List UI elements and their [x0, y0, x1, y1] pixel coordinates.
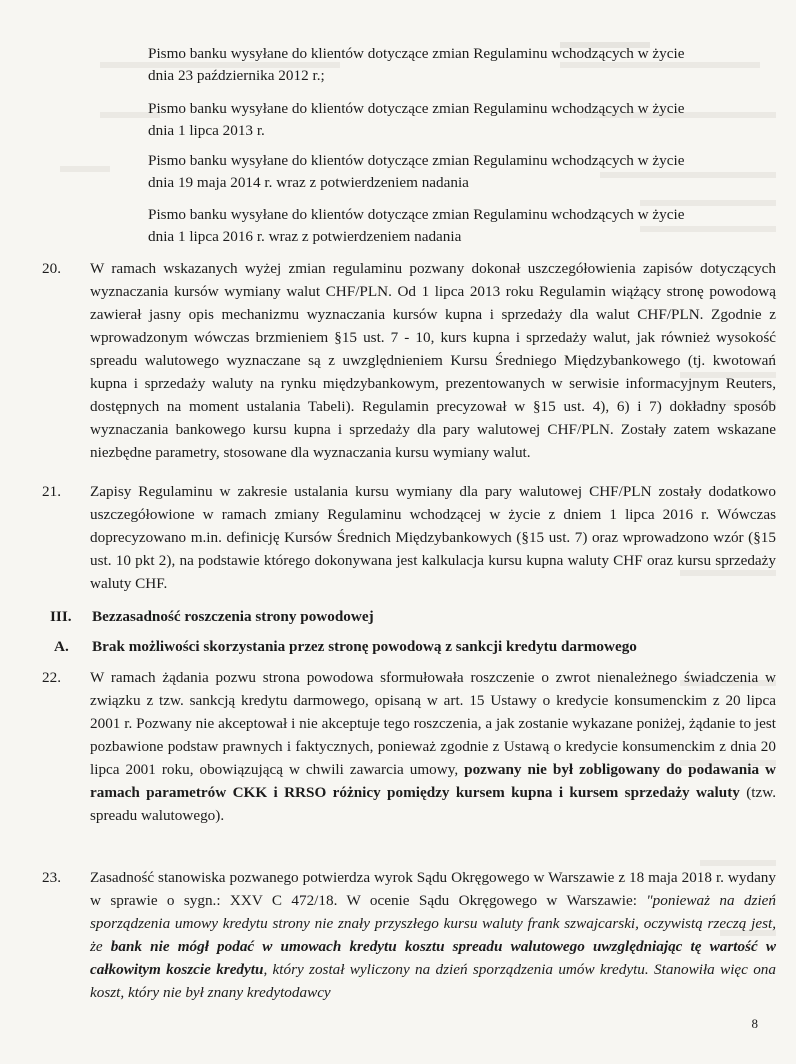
subsection-heading: Brak możliwości skorzystania przez stronę powodową z sankcji kredytu darmowego — [92, 638, 637, 655]
paragraph-number: 23. — [42, 869, 61, 886]
quote-text: , który został wyliczony na dzień sporządzenia umów kredytu. Stanowiła więc ona koszt, który nie był znany kredytodawcy — [90, 961, 776, 1001]
letter-line: dnia 19 maja 2014 r. wraz z potwierdzeniem nadania — [148, 174, 469, 191]
paragraph-number: 20. — [42, 260, 61, 277]
letter-line: Pismo banku wysyłane do klientów dotyczące zmian Regulaminu wchodzących w życie — [148, 152, 685, 169]
section-number: III. — [50, 608, 72, 625]
letter-line: dnia 1 lipca 2016 r. wraz z potwierdzeniem nadania — [148, 228, 462, 245]
paragraph-text: Zasadność stanowiska pozwanego potwierdza wyrok Sądu Okręgowego w Warszawie z 18 maja 2018 r. wydany w sprawie o sygn.: XXV C 472/18. W ocenie Sądu Okręgowego w Warszawie: — [90, 869, 776, 909]
paragraph-text: (tzw. spreadu walutowego). — [90, 784, 776, 824]
page-number: 8 — [751, 1016, 758, 1031]
letter-item — [148, 43, 776, 87]
paragraph-23 — [90, 866, 776, 1004]
letter-item — [148, 150, 776, 194]
quote-text: "ponieważ na dzień sporządzenia umowy kredytu strony nie znały przyszłego kursu waluty frank szwajcarski, oczywistą rzeczą jest, że — [90, 892, 776, 955]
section-heading: Bezzasadność roszczenia strony powodowej — [92, 608, 374, 625]
paragraph-21: Zapisy Regulaminu w zakresie ustalania kursu wymiany dla pary walutowej CHF/PLN zostały dodatkowo uszczegółowione w ramach zmiany Regulaminu wchodzącej w życie z dniem 1 lipca 2016 r. Wówczas doprecyzowano m.in. definicję Kursów Średnich Międzybankowych (§15 ust. 7) oraz wprowadzono wzór (§15 ust. 10 pkt 2), na podstawie którego dokonywana jest kalkulacja kursu kupna waluty CHF oraz kursu sprzedaży waluty CHF. — [90, 483, 776, 592]
paragraph-number: 22. — [42, 669, 61, 686]
letter-item — [148, 204, 776, 248]
letter-line: Pismo banku wysyłane do klientów dotyczące zmian Regulaminu wchodzących w życie — [148, 100, 685, 117]
letter-line: dnia 23 października 2012 r.; — [148, 67, 325, 84]
letter-line: dnia 1 lipca 2013 r. — [148, 122, 265, 139]
paragraph-22 — [90, 666, 776, 827]
emphasis-text: pozwany nie był zobligowany do podawania w ramach parametrów CKK i RRSO różnicy pomiędzy kursem kupna i kursem sprzedaży waluty — [90, 761, 776, 801]
paragraph-20: W ramach wskazanych wyżej zmian regulaminu pozwany dokonał uszczegółowienia zapisów dotyczących wyznaczania kursów wymiany walut CHF/PLN. Od 1 lipca 2013 roku Regulamin wiążący stronę powodową zawierał jasny opis mechanizmu wyznaczania kursów kupna i sprzedaży dla walut CHF/PLN. Zgodnie z wprowadzonym wówczas brzmieniem §15 ust. 7 - 10, kurs kupna i sprzedaży walut, jak również wysokość spreadu walutowego wyznaczane są z uwzględnieniem Kursu Średniego Międzybankowego (tj. kwotowań kupna i sprzedaży waluty na rynku międzybankowym, prezentowanych w serwisie informacyjnym Reuters, dostępnych na moment ustalania Tabeli). Regulamin precyzował w §15 ust. 4), 6) i 7) dokładny sposób wyznaczania bankowego kursu kupna i sprzedaży dla pary walutowej CHF/PLN. Zostały zatem wskazane niezbędne parametry, stosowane dla wyznaczania kursu wymiany walut. — [90, 260, 776, 461]
paragraph-number: 21. — [42, 483, 61, 500]
paragraph-text: W ramach żądania pozwu strona powodowa sformułowała roszczenie o zwrot nienależnego świadczenia w związku z tzw. sankcją kredytu darmowego, opisaną w art. 15 Ustawy o kredycie konsumenckim z 20 lipca 2001 r. Pozwany nie akceptował i nie akceptuje tego roszczenia, a jak zostanie wykazane poniżej, żądanie to jest pozbawione podstaw prawnych i faktycznych, ponieważ zgodnie z Ustawą o kredycie konsumenckim z dnia 20 lipca 2001 roku, obowiązującą w chwili zawarcia umowy, — [90, 669, 776, 778]
quote-emphasis: bank nie mógł podać w umowach kredytu kosztu spreadu walutowego uwzględniając tę wartość w całkowitym koszcie kredytu — [90, 938, 776, 978]
subsection-letter: A. — [54, 638, 69, 655]
letter-item — [148, 98, 776, 142]
letter-line: Pismo banku wysyłane do klientów dotyczące zmian Regulaminu wchodzących w życie — [148, 206, 685, 223]
letter-line: Pismo banku wysyłane do klientów dotyczące zmian Regulaminu wchodzących w życie — [148, 45, 685, 62]
